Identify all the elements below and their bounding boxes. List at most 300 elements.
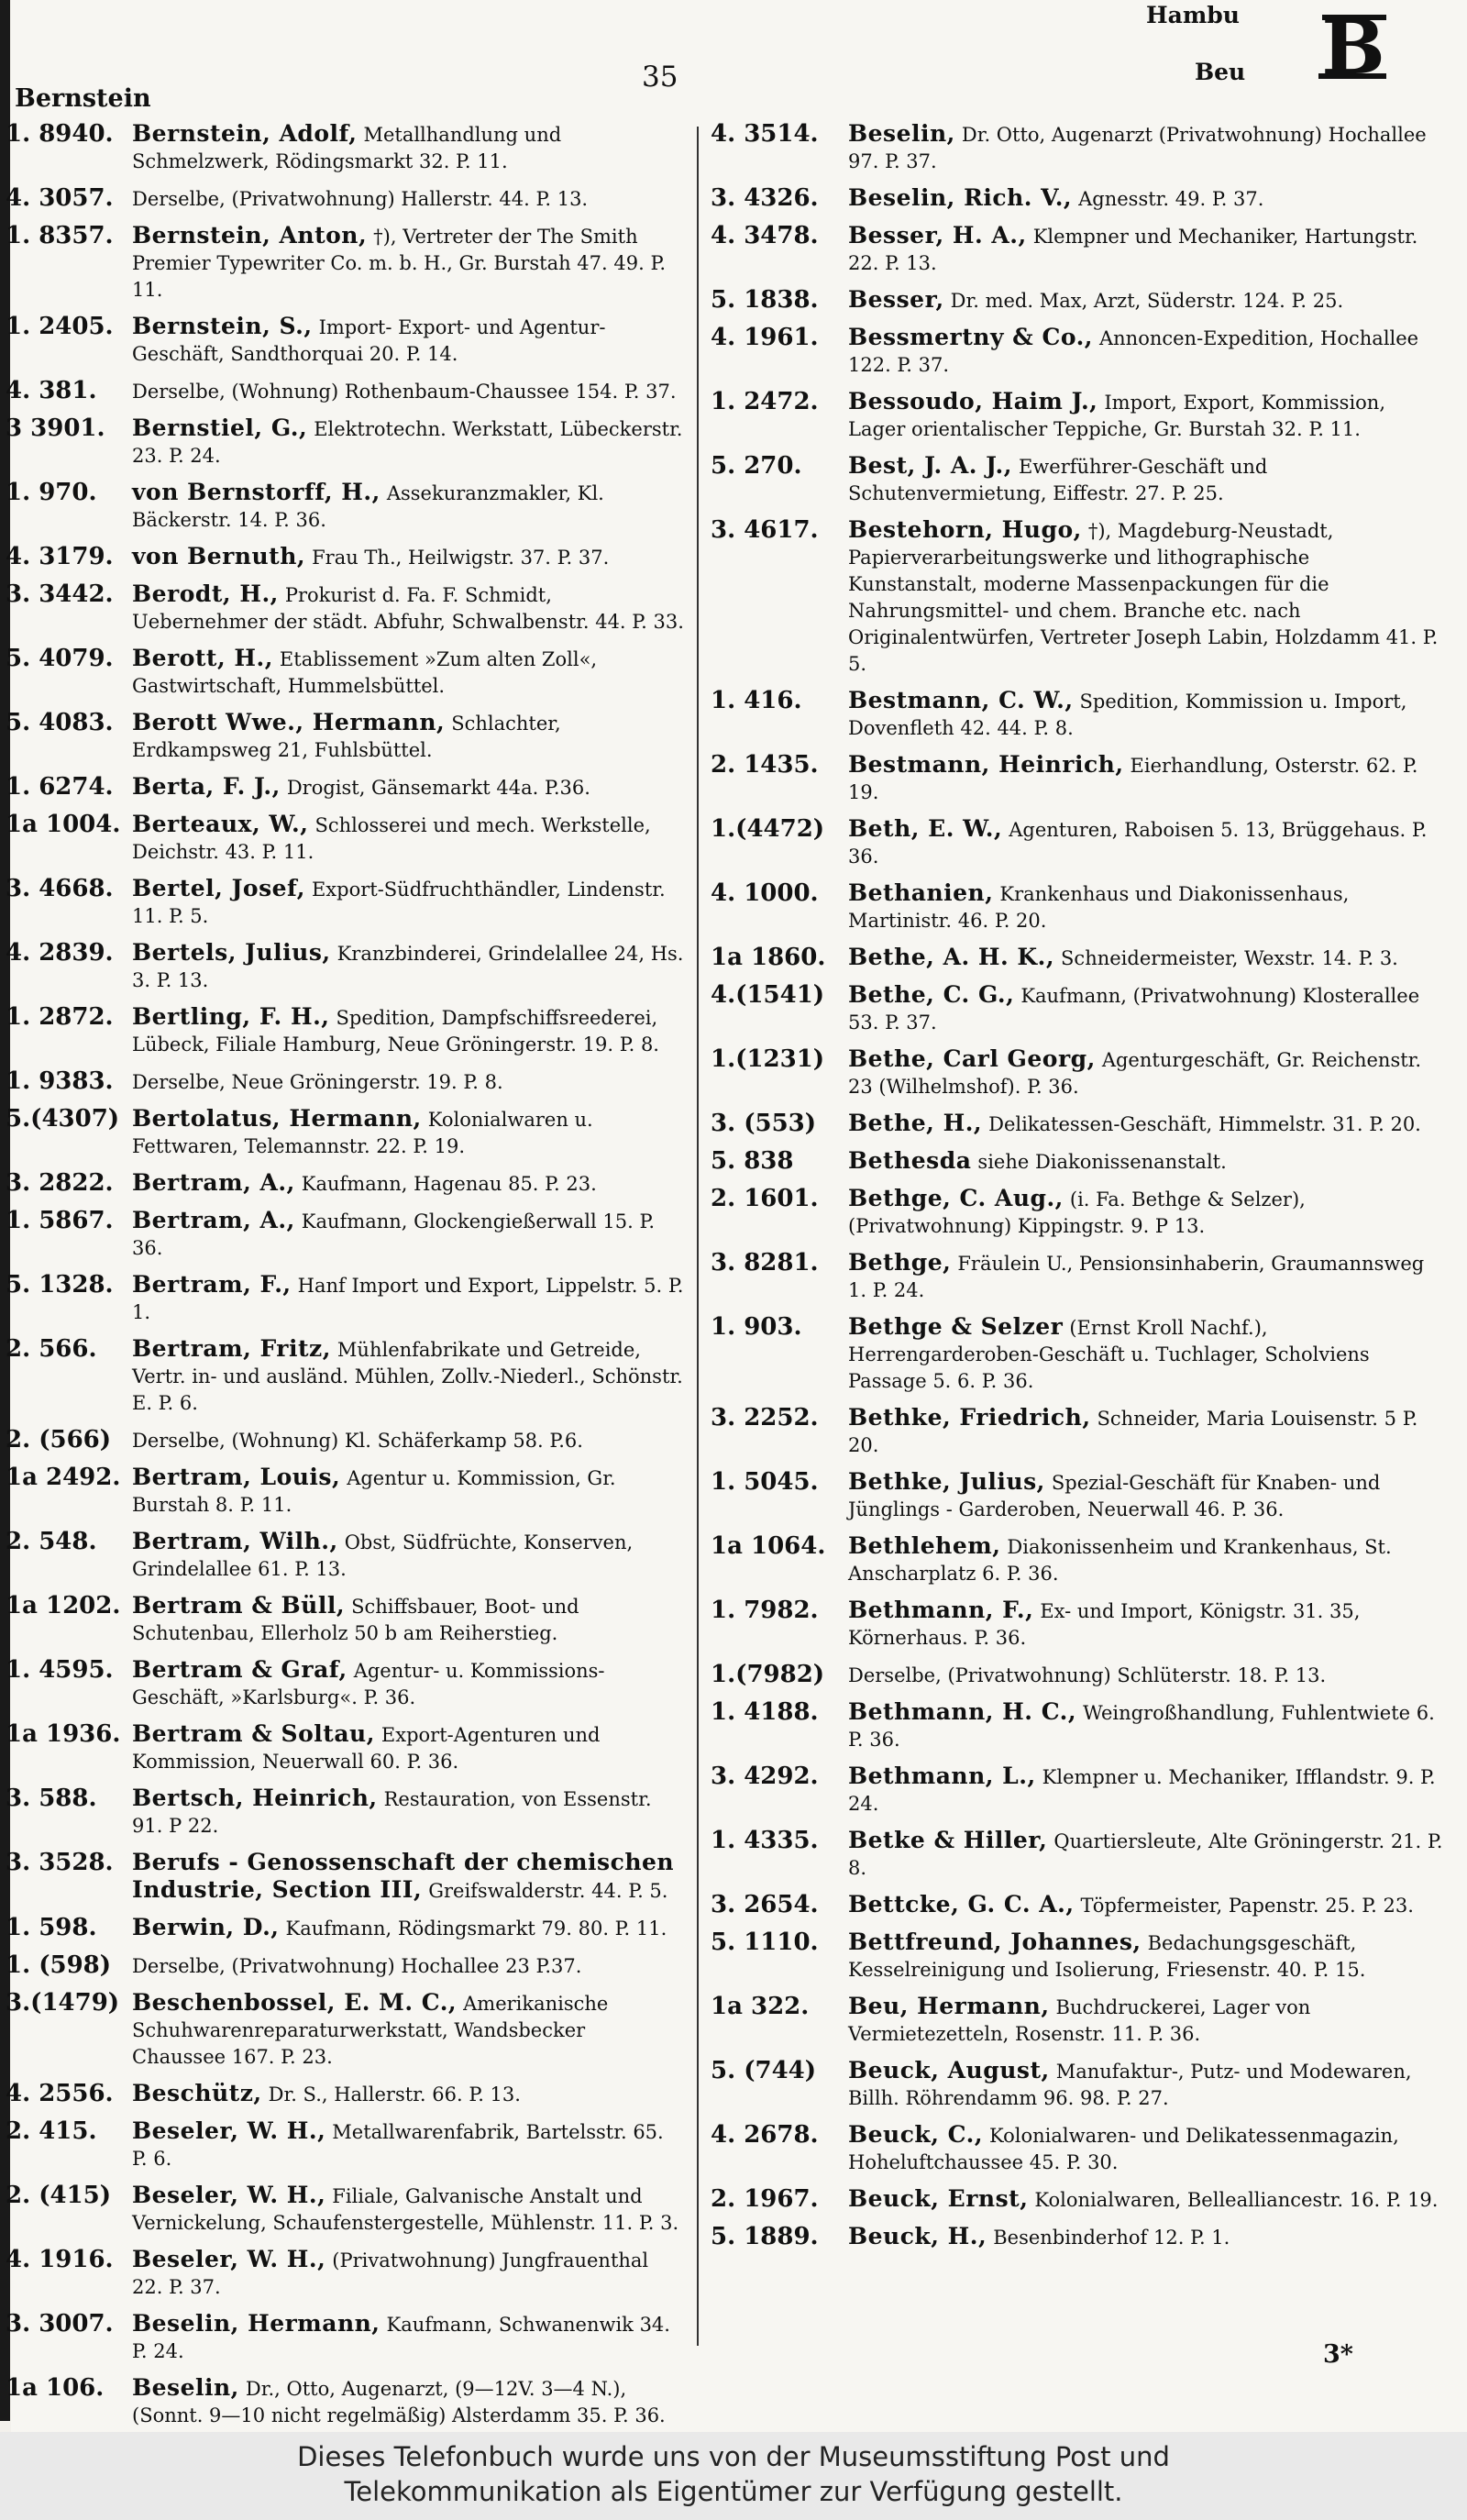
phone-number: 1. 5867. <box>6 1207 114 1234</box>
directory-entry <box>711 223 1444 277</box>
phone-number: 3. 3528. <box>6 1849 114 1876</box>
subscriber-details: Kaufmann, Glockengießerwall 15. P. 36. <box>132 1210 656 1259</box>
subscriber-details: Restauration, von Essenstr. 91. P 22. <box>132 1788 652 1837</box>
directory-entry <box>6 876 684 930</box>
directory-entry <box>711 325 1444 379</box>
directory-entry <box>6 223 684 304</box>
phone-number: 3.(1479) <box>6 1989 120 2017</box>
directory-entry <box>711 688 1444 742</box>
subscriber-details: Elektrotechn. Werkstatt, Lübeckerstr. 23. P. 24. <box>132 418 683 467</box>
phone-number: 4. 2556. <box>6 2080 114 2107</box>
directory-entry <box>711 2122 1444 2176</box>
subscriber-name: Beschütz, <box>132 2080 262 2106</box>
subscriber-details: Spedition, Kommission u. Import, Dovenfleth 42. 44. P. 8. <box>848 691 1407 739</box>
phone-number: 4. 1916. <box>6 2246 114 2273</box>
directory-entry <box>711 1828 1444 1882</box>
subscriber-name: Bestmann, Heinrich, <box>848 751 1124 778</box>
subscriber-details: Hanf Import und Export, Lippelstr. 5. P. 1. <box>132 1275 684 1323</box>
directory-entry <box>6 940 684 994</box>
phone-number: 5. 1889. <box>711 2223 819 2250</box>
directory-entry <box>711 2186 1444 2214</box>
phone-number: 3. 588. <box>6 1785 97 1812</box>
subscriber-name: Bethesda <box>848 1147 972 1174</box>
directory-entry <box>6 1272 684 1326</box>
subscriber-details: Krankenhaus und Diakonissenhaus, Martinistr. 46. P. 20. <box>848 883 1350 932</box>
phone-number: 5. 4083. <box>6 709 114 736</box>
phone-number: 2. (566) <box>6 1426 112 1453</box>
subscriber-name: von Bernuth, <box>132 543 306 569</box>
phone-number: 1. 598. <box>6 1914 97 1941</box>
phone-number: 4. 1961. <box>711 324 819 351</box>
subscriber-details: Agentur u. Kommission, Gr. Burstah 8. P. 11. <box>132 1467 616 1516</box>
directory-entry <box>6 1464 684 1519</box>
subscriber-name: Bethke, Friedrich, <box>848 1404 1091 1431</box>
subscriber-details: Fräulein U., Pensionsinhaberin, Graumannsweg 1. P. 24. <box>848 1253 1425 1301</box>
phone-number: 1a 2492. <box>6 1464 121 1491</box>
directory-entry <box>711 1148 1444 1176</box>
directory-entry <box>6 480 684 534</box>
subscriber-name: Beseler, W. H., <box>132 2246 326 2272</box>
subscriber-name: Beuck, Ernst, <box>848 2185 1029 2212</box>
directory-entry <box>711 1405 1444 1459</box>
directory-entry <box>6 1208 684 1262</box>
phone-number: 4. 3057. <box>6 184 114 212</box>
running-head-city: Hambu <box>1146 2 1240 28</box>
phone-number: 1. 4595. <box>6 1656 114 1684</box>
subscriber-details: Kranzbinderei, Grindelallee 24, Hs. 3. P. 13. <box>132 943 684 991</box>
subscriber-name: Best, J. A. J., <box>848 452 1012 479</box>
subscriber-details: Schiffsbauer, Boot- und Schutenbau, Ellerholz 50 b am Reiherstieg. <box>132 1596 579 1644</box>
subscriber-details: Agnesstr. 49. P. 37. <box>1078 188 1264 210</box>
phone-number: 4. 381. <box>6 377 97 404</box>
subscriber-name: Bestmann, C. W., <box>848 687 1074 713</box>
phone-number: 2. (415) <box>6 2182 112 2209</box>
directory-entry <box>6 1952 684 1980</box>
phone-number: 3. 8281. <box>711 1249 819 1277</box>
directory-entry <box>6 1529 684 1583</box>
phone-number: 3. 4326. <box>711 184 819 212</box>
phone-number: 2. 1967. <box>711 2185 819 2213</box>
subscriber-name: Bernstein, S., <box>132 313 313 339</box>
phone-number: 3. 4292. <box>711 1763 819 1790</box>
subscriber-name: Beschenbossel, E. M. C., <box>132 1989 458 2016</box>
subscriber-name: Beuck, C., <box>848 2121 984 2148</box>
directory-entry <box>6 1427 684 1454</box>
directory-entry <box>6 2118 684 2172</box>
directory-entry <box>6 185 684 213</box>
directory-entry <box>6 1004 684 1058</box>
phone-number: 1. 2472. <box>711 388 819 415</box>
subscriber-details: Dr., Otto, Augenarzt, (9—12V. 3—4 N.), (Sonnt. 9—10 nicht regelmäßig) Alsterdamm 35. P. 36. <box>132 2378 666 2426</box>
phone-number: 1. 8357. <box>6 222 114 249</box>
directory-entry <box>711 880 1444 934</box>
subscriber-name: Bertram & Büll, <box>132 1592 346 1619</box>
subscriber-details: Greifswalderstr. 44. P. 5. <box>428 1880 668 1902</box>
subscriber-details: Prokurist d. Fa. F. Schmidt, Uebernehmer der städt. Abfuhr, Schwalbenstr. 44. P. 33. <box>132 584 684 633</box>
phone-number: 5. (744) <box>711 2057 817 2084</box>
subscriber-details: Schlosserei und mech. Werkstelle, Deichstr. 43. P. 11. <box>132 814 651 863</box>
directory-entry <box>711 389 1444 443</box>
phone-number: 1a 1064. <box>711 1532 826 1560</box>
subscriber-details: Export-Agenturen und Kommission, Neuerwall 60. P. 36. <box>132 1724 601 1773</box>
phone-number: 4. 1000. <box>711 879 819 907</box>
phone-number: 2. 1435. <box>711 751 819 779</box>
directory-entry <box>6 1915 684 1942</box>
subscriber-details: Derselbe, (Privatwohnung) Schlüterstr. 18. P. 13. <box>848 1664 1327 1686</box>
phone-number: 1. 8940. <box>6 120 114 148</box>
subscriber-name: Beuck, August, <box>848 2057 1050 2083</box>
subscriber-details: Diakonissenheim und Krankenhaus, St. Anscharplatz 6. P. 36. <box>848 1536 1392 1585</box>
directory-entry <box>711 752 1444 806</box>
phone-number: 1. (598) <box>6 1951 112 1979</box>
phone-number: 1.(7982) <box>711 1661 825 1688</box>
subscriber-name: Besser, <box>848 286 944 313</box>
phone-number: 5. 1328. <box>6 1271 114 1299</box>
directory-entry <box>711 816 1444 870</box>
subscriber-details: Mühlenfabrikate und Getreide, Vertr. in- und ausländ. Mühlen, Zollv.-Niederl., Schönstr. E. P. 6. <box>132 1339 683 1414</box>
directory-entry <box>6 378 684 405</box>
subscriber-name: Bethmann, H. C., <box>848 1698 1077 1725</box>
subscriber-name: Bethanien, <box>848 879 994 906</box>
subscriber-details: Derselbe, (Wohnung) Rothenbaum-Chaussee 154. P. 37. <box>132 381 677 403</box>
directory-entry <box>6 1721 684 1775</box>
subscriber-name: Berott, H., <box>132 645 273 671</box>
subscriber-name: Berufs - Genossenschaft der chemischen Industrie, Section III, <box>132 1849 675 1903</box>
subscriber-details: Export-Südfruchthändler, Lindenstr. 11. P. 5. <box>132 879 666 927</box>
subscriber-details: Schlachter, Erdkampsweg 21, Fuhlsbüttel. <box>132 713 561 761</box>
directory-entry <box>711 1763 1444 1818</box>
subscriber-details: Derselbe, Neue Gröningerstr. 19. P. 8. <box>132 1071 503 1093</box>
directory-entry <box>711 1186 1444 1240</box>
subscriber-details: Dr. med. Max, Arzt, Süderstr. 124. P. 25. <box>950 290 1344 312</box>
subscriber-details: Frau Th., Heilwigstr. 37. P. 37. <box>312 547 610 569</box>
subscriber-name: Bertram, A., <box>132 1169 295 1196</box>
subscriber-details: Derselbe, (Wohnung) Kl. Schäferkamp 58. P.6. <box>132 1430 583 1452</box>
subscriber-details: siehe Diakonissenanstalt. <box>977 1151 1227 1173</box>
subscriber-name: Bethmann, F., <box>848 1597 1034 1623</box>
phone-number: 1. 2405. <box>6 313 114 340</box>
subscriber-name: von Bernstorff, H., <box>132 479 381 505</box>
phone-number: 1. 4335. <box>711 1827 819 1854</box>
subscriber-name: Bessmertny & Co., <box>848 324 1093 350</box>
directory-entry <box>711 1314 1444 1395</box>
subscriber-name: Bethe, A. H. K., <box>848 944 1055 970</box>
subscriber-name: Beth, E. W., <box>848 815 1003 842</box>
phone-number: 1.(4472) <box>711 815 825 843</box>
subscriber-name: Bertram, Louis, <box>132 1464 341 1490</box>
subscriber-details: Kolonialwaren u. Fettwaren, Telemannstr. 22. P. 19. <box>132 1109 593 1157</box>
phone-number: 4. 3179. <box>6 543 114 570</box>
subscriber-details: Buchdruckerei, Lager von Vermietezetteln, Rosenstr. 11. P. 36. <box>848 1996 1311 2045</box>
subscriber-name: Bernstiel, G., <box>132 414 308 441</box>
directory-entry <box>711 1111 1444 1138</box>
subscriber-details: Agenturgeschäft, Gr. Reichenstr. 23 (Wilhelmshof). P. 36. <box>848 1049 1422 1098</box>
subscriber-details: Besenbinderhof 12. P. 1. <box>993 2227 1230 2249</box>
subscriber-name: Berteaux, W., <box>132 811 309 837</box>
subscriber-name: Berta, F. J., <box>132 773 281 800</box>
subscriber-details: Derselbe, (Privatwohnung) Hochallee 23 P.37. <box>132 1955 582 1977</box>
subscriber-details: Schneider, Maria Louisenstr. 5 P. 20. <box>848 1408 1418 1456</box>
directory-entry <box>711 1469 1444 1523</box>
subscriber-details: Eierhandlung, Osterstr. 62. P. 19. <box>848 755 1418 803</box>
phone-number: 3. 2822. <box>6 1169 114 1197</box>
subscriber-details: Spezial-Geschäft für Knaben- und Jünglings - Garderoben, Neuerwall 46. P. 36. <box>848 1472 1381 1520</box>
phone-number: 4. 2839. <box>6 939 114 967</box>
subscriber-name: Bethlehem, <box>848 1532 1001 1559</box>
directory-entry <box>711 1929 1444 1984</box>
phone-number: 1a 106. <box>6 2374 105 2402</box>
phone-number: 3. 4617. <box>711 516 819 544</box>
subscriber-name: Bernstein, Anton, <box>132 222 368 249</box>
phone-number: 1a 322. <box>711 1993 810 2020</box>
directory-entry <box>711 1533 1444 1587</box>
subscriber-name: Berwin, D., <box>132 1914 280 1940</box>
phone-number: 5. 4079. <box>6 645 114 672</box>
directory-entry <box>6 1785 684 1840</box>
subscriber-details: (Privatwohnung) Jungfrauenthal 22. P. 37. <box>132 2249 649 2298</box>
directory-entry <box>6 1106 684 1160</box>
subscriber-name: Bertram, A., <box>132 1207 295 1233</box>
subscriber-details: Drogist, Gänsemarkt 44a. P.36. <box>286 777 590 799</box>
subscriber-name: Beselin, Rich. V., <box>848 184 1073 211</box>
phone-number: 4. 2678. <box>711 2121 819 2149</box>
phone-number: 2. 415. <box>6 2117 97 2145</box>
subscriber-name: Bertram & Soltau, <box>132 1720 375 1747</box>
subscriber-name: Bertel, Josef, <box>132 875 305 901</box>
subscriber-name: Beselin, <box>132 2374 239 2401</box>
subscriber-details: Import- Export- und Agentur-Geschäft, Sandthorquai 20. P. 14. <box>132 316 606 365</box>
subscriber-details: Schneidermeister, Wexstr. 14. P. 3. <box>1061 947 1398 969</box>
footer-line-2: Telekommunikation als Eigentümer zur Verfügung gestellt. <box>344 2476 1123 2507</box>
subscriber-details: Kaufmann, Hagenau 85. P. 23. <box>301 1173 597 1195</box>
subscriber-name: Bettcke, G. C. A., <box>848 1891 1075 1918</box>
phone-number: 2. 566. <box>6 1335 97 1363</box>
subscriber-name: Berodt, H., <box>132 580 279 607</box>
subscriber-details: Metallhandlung und Schmelzwerk, Rödingsmarkt 32. P. 11. <box>132 124 562 172</box>
subscriber-details: Kaufmann, Rödingsmarkt 79. 80. P. 11. <box>285 1918 667 1940</box>
phone-number: 3. 2654. <box>711 1891 819 1918</box>
subscriber-details: Spedition, Dampfschiffsreederei, Lübeck, Filiale Hamburg, Neue Gröningerstr. 19. P. 8. <box>132 1007 659 1056</box>
directory-entry <box>6 1170 684 1198</box>
subscriber-details: Dr. S., Hallerstr. 66. P. 13. <box>268 2083 521 2106</box>
subscriber-name: Betke & Hiller, <box>848 1827 1048 1853</box>
phone-number: 3. (553) <box>711 1110 817 1137</box>
subscriber-name: Bestehorn, Hugo, <box>848 516 1082 543</box>
directory-entry <box>6 2081 684 2108</box>
phone-number: 3. 4668. <box>6 875 114 902</box>
phone-number: 1a 1202. <box>6 1592 121 1619</box>
subscriber-details: Dr. Otto, Augenarzt (Privatwohnung) Hochallee 97. P. 37. <box>848 124 1427 172</box>
directory-entry <box>6 314 684 368</box>
directory-entry <box>711 982 1444 1036</box>
phone-number: 3. 3442. <box>6 580 114 608</box>
directory-entry <box>711 2058 1444 2112</box>
subscriber-name: Bessoudo, Haim J., <box>848 388 1098 414</box>
subscriber-name: Bethge, <box>848 1249 952 1276</box>
directory-entry <box>6 2247 684 2301</box>
phone-number: 1. 2872. <box>6 1003 114 1031</box>
phone-number: 1. 9383. <box>6 1067 114 1095</box>
subscriber-name: Bertsch, Heinrich, <box>132 1785 378 1811</box>
emblem-letter: B <box>1321 4 1385 90</box>
directory-entry <box>6 774 684 801</box>
phone-number: 5. 270. <box>711 452 802 480</box>
subscriber-name: Besser, H. A., <box>848 222 1027 249</box>
subscriber-name: Beu, Hermann, <box>848 1993 1050 2019</box>
directory-entry <box>711 1994 1444 2048</box>
subscriber-name: Bertram, F., <box>132 1271 292 1298</box>
directory-entry <box>6 2311 684 2365</box>
letter-b-emblem-icon <box>1313 2 1394 90</box>
directory-entry <box>711 1892 1444 1919</box>
subscriber-name: Beselin, Hermann, <box>132 2310 381 2337</box>
directory-entry <box>711 287 1444 315</box>
directory-entry <box>711 517 1444 678</box>
directory-entry <box>6 581 684 636</box>
directory-entry <box>6 544 684 571</box>
subscriber-details: †), Magdeburg-Neustadt, Papierverarbeitungswerke und lithographische Kunstanstalt, moderne Massenpackungen für die Nahrungsmittel- und chem. Branche etc. nach Originalentwürfen, Vertreter Joseph Labin, Holzdamm 41. P. 5. <box>848 520 1439 675</box>
directory-entry <box>6 2375 684 2429</box>
directory-entry <box>6 1336 684 1417</box>
directory-entry <box>711 1597 1444 1652</box>
subscriber-details: Ex- und Import, Königstr. 31. 35, Körnerhaus. P. 36. <box>848 1600 1361 1649</box>
directory-entry <box>711 453 1444 507</box>
phone-number: 1a 1004. <box>6 811 121 838</box>
phone-number: 1. 903. <box>711 1313 802 1341</box>
subscriber-name: Bethe, H., <box>848 1110 983 1136</box>
phone-number: 1. 4188. <box>711 1698 819 1726</box>
directory-entry <box>6 121 684 175</box>
subscriber-details: Etablissement »Zum alten Zoll«, Gastwirtschaft, Hummelsbüttel. <box>132 648 598 697</box>
subscriber-details: Kolonialwaren- und Delikatessenmagazin, Hoheluftchaussee 45. P. 30. <box>848 2125 1399 2173</box>
running-head-right: Beu <box>1195 59 1246 85</box>
subscriber-details: Obst, Südfrüchte, Konserven, Grindelallee 61. P. 13. <box>132 1531 634 1580</box>
directory-entry <box>6 415 684 470</box>
right-column <box>711 121 1444 2261</box>
phone-number: 5. 838 <box>711 1147 794 1175</box>
phone-number: 1. 6274. <box>6 773 114 801</box>
subscriber-details: Delikatessen-Geschäft, Himmelstr. 31. P. 20. <box>988 1113 1421 1135</box>
subscriber-name: Bertling, F. H., <box>132 1003 330 1030</box>
subscriber-name: Bertram, Wilh., <box>132 1528 338 1554</box>
subscriber-details: Amerikanische Schuhwarenreparaturwerkstatt, Wandsbecker Chaussee 167. P. 23. <box>132 1993 609 2068</box>
directory-entry <box>711 1046 1444 1100</box>
phone-number: 2. 548. <box>6 1528 97 1555</box>
directory-entry <box>6 812 684 866</box>
subscriber-name: Berott Wwe., Hermann, <box>132 709 446 735</box>
subscriber-name: Bertels, Julius, <box>132 939 331 966</box>
directory-entry <box>6 1657 684 1711</box>
directory-entry <box>6 646 684 700</box>
subscriber-name: Bertolatus, Hermann, <box>132 1105 422 1132</box>
phone-number: 4. 3514. <box>711 120 819 148</box>
phone-number: 1a 1860. <box>711 944 826 971</box>
subscriber-details: Annoncen-Expedition, Hochallee 122. P. 37. <box>848 327 1419 376</box>
phone-number: 1. 5045. <box>711 1468 819 1496</box>
phone-number: 1. 7982. <box>711 1597 819 1624</box>
subscriber-details: †), Vertreter der The Smith Premier Typewriter Co. m. b. H., Gr. Burstah 47. 49. P. 11. <box>132 226 666 301</box>
phone-number: 5.(4307) <box>6 1105 120 1133</box>
subscriber-name: Bettfreund, Johannes, <box>848 1929 1142 1955</box>
directory-entry <box>711 945 1444 972</box>
phone-number: 1.(1231) <box>711 1045 825 1073</box>
directory-entry <box>6 1593 684 1647</box>
column-divider <box>697 127 699 2346</box>
directory-entry <box>6 1068 684 1096</box>
subscriber-name: Bethge, C. Aug., <box>848 1185 1064 1211</box>
phone-number: 1. 970. <box>6 479 97 506</box>
subscriber-name: Bertram & Graf, <box>132 1656 347 1683</box>
subscriber-details: Assekuranzmakler, Kl. Bäckerstr. 14. P. 36. <box>132 482 604 531</box>
subscriber-details: Filiale, Galvanische Anstalt und Vernickelung, Schaufenstergestelle, Mühlenstr. 11. P. 3. <box>132 2185 679 2234</box>
subscriber-details: Metallwarenfabrik, Bartelsstr. 65. P. 6. <box>132 2121 664 2170</box>
phone-number: 5. 1110. <box>711 1929 819 1956</box>
subscriber-details: Kaufmann, Schwanenwik 34. P. 24. <box>132 2314 670 2362</box>
subscriber-details: Kolonialwaren, Bellealliancestr. 16. P. 19. <box>1034 2189 1439 2211</box>
phone-number: 3 3901. <box>6 414 105 442</box>
subscriber-details: Klempner u. Mechaniker, Ifflandstr. 9. P. 24. <box>848 1766 1436 1815</box>
directory-entry <box>711 1250 1444 1304</box>
left-column <box>6 121 684 2439</box>
subscriber-details: Derselbe, (Privatwohnung) Hallerstr. 44. P. 13. <box>132 188 589 210</box>
phone-number: 5. 1838. <box>711 286 819 314</box>
subscriber-name: Beuck, H., <box>848 2223 987 2249</box>
phone-number: 1. 416. <box>711 687 802 714</box>
subscriber-name: Bethe, C. G., <box>848 981 1015 1008</box>
phone-number: 4.(1541) <box>711 981 825 1009</box>
subscriber-name: Bethge & Selzer <box>848 1313 1064 1340</box>
directory-entry <box>711 121 1444 175</box>
subscriber-name: Beseler, W. H., <box>132 2182 326 2208</box>
page-number: 35 <box>642 61 678 94</box>
directory-entry <box>711 1699 1444 1753</box>
subscriber-details: Kaufmann, (Privatwohnung) Klosterallee 53. P. 37. <box>848 985 1420 1033</box>
subscriber-details: Agenturen, Raboisen 5. 13, Brüggehaus. P. 36. <box>848 819 1428 868</box>
subscriber-details: (i. Fa. Bethge & Selzer), (Privatwohnung) Kippingstr. 9. P 13. <box>848 1188 1306 1237</box>
directory-entry <box>711 2224 1444 2251</box>
subscriber-details: (Ernst Kroll Nachf.), Herrengarderoben-Geschäft u. Tuchlager, Scholviens Passage 5. 6. P. 36. <box>848 1317 1370 1392</box>
directory-entry <box>6 1990 684 2071</box>
subscriber-name: Bernstein, Adolf, <box>132 120 358 147</box>
phone-number: 3. 2252. <box>711 1404 819 1431</box>
subscriber-name: Bethmann, L., <box>848 1763 1036 1789</box>
directory-entry <box>711 1662 1444 1689</box>
subscriber-name: Bethe, Carl Georg, <box>848 1045 1096 1072</box>
subscriber-details: Ewerführer-Geschäft und Schutenvermietung, Eiffestr. 27. P. 25. <box>848 456 1268 504</box>
running-head-left: Bernstein <box>15 84 151 113</box>
phone-number: 1a 1936. <box>6 1720 121 1748</box>
footer-line-1: Dieses Telefonbuch wurde uns von der Museumsstiftung Post und <box>297 2441 1170 2472</box>
directory-entry <box>6 710 684 764</box>
subscriber-name: Bertram, Fritz, <box>132 1335 331 1362</box>
directory-entry <box>6 1850 684 1905</box>
footer-note <box>0 2432 1467 2520</box>
subscriber-details: Import, Export, Kommission, Lager orientalischer Teppiche, Gr. Burstah 32. P. 11. <box>848 392 1386 440</box>
phone-number: 3. 3007. <box>6 2310 114 2338</box>
subscriber-details: Manufaktur-, Putz- und Modewaren, Billh. Röhrendamm 96. 98. P. 27. <box>848 2061 1412 2109</box>
phone-number: 2. 1601. <box>711 1185 819 1212</box>
subscriber-details: Töpfermeister, Papenstr. 25. P. 23. <box>1080 1895 1414 1917</box>
subscriber-name: Bethke, Julius, <box>848 1468 1045 1495</box>
subscriber-name: Beseler, W. H., <box>132 2117 326 2144</box>
subscriber-details: Bedachungsgeschäft, Kesselreinigung und Isolierung, Friesenstr. 40. P. 15. <box>848 1932 1366 1981</box>
subscriber-details: Agentur- u. Kommissions-Geschäft, »Karlsburg«. P. 36. <box>132 1660 605 1708</box>
directory-entry <box>711 185 1444 213</box>
directory-entry <box>6 2183 684 2237</box>
subscriber-details: Klempner und Mechaniker, Hartungstr. 22. P. 13. <box>848 226 1418 274</box>
subscriber-name: Beselin, <box>848 120 955 147</box>
subscriber-details: Weingroßhandlung, Fuhlentwiete 6. P. 36. <box>848 1702 1435 1751</box>
